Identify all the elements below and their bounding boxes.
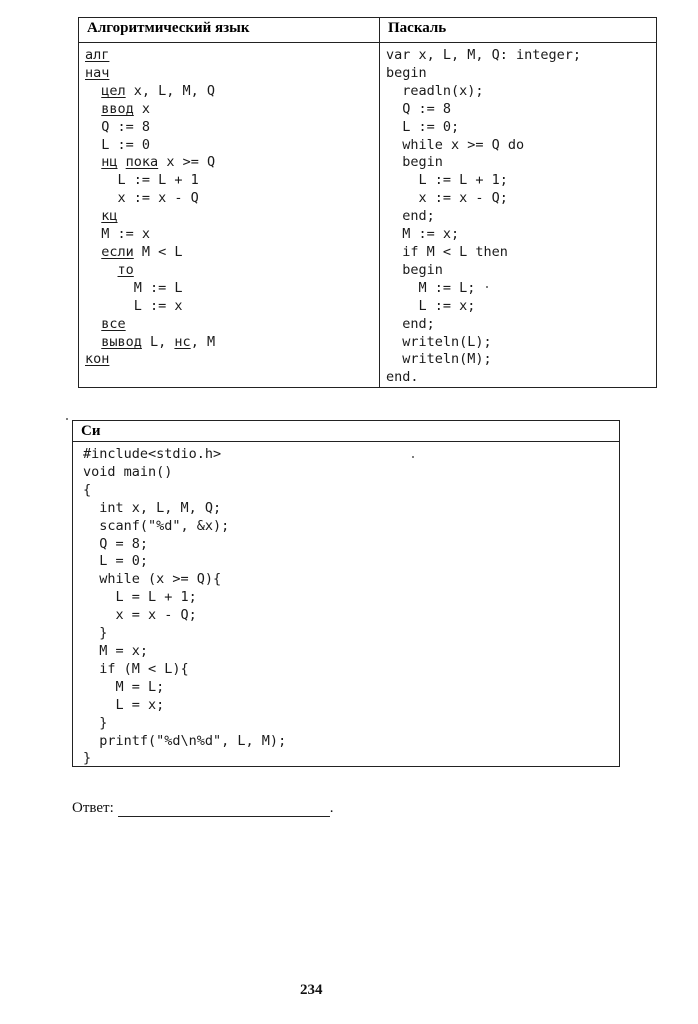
code-line: M = L;	[83, 678, 165, 695]
code-line: M := L;	[386, 279, 476, 296]
code-line: end;	[386, 315, 435, 332]
algorithmic-code	[85, 47, 373, 369]
code-line: int x, L, M, Q;	[83, 499, 222, 516]
code-line: end;	[386, 208, 435, 225]
code-line: var x, L, M, Q: integer;	[386, 47, 582, 63]
code-line: L = L + 1;	[83, 589, 197, 606]
page-number: 234	[300, 982, 323, 998]
answer-label: Ответ:	[72, 800, 114, 816]
kon-keyword: кон	[85, 351, 110, 368]
code-line: begin	[386, 64, 427, 81]
code-line: while (x >= Q){	[83, 571, 222, 588]
c-code	[83, 446, 619, 768]
header-algorithmic-language: Алгоритмический язык	[79, 18, 380, 43]
code-text: M := x	[101, 226, 151, 243]
code-line: }	[83, 714, 108, 731]
code-text: , M	[190, 333, 216, 350]
vvod-keyword: ввод	[101, 100, 134, 117]
code-line: L := x;	[386, 297, 476, 314]
poka-keyword: пока	[125, 154, 159, 171]
code-line: writeln(L);	[386, 333, 492, 350]
vse-keyword: все	[101, 315, 126, 332]
answer-section	[72, 800, 334, 817]
code-text: L := L + 1	[117, 172, 199, 189]
code-line: }	[83, 625, 108, 642]
code-text: M < L	[133, 243, 183, 260]
algorithmic-code-cell	[79, 43, 380, 388]
code-line: M = x;	[83, 642, 149, 659]
code-line: if M < L then	[386, 243, 508, 260]
code-line: {	[83, 481, 92, 498]
code-text: M := L	[133, 279, 183, 296]
pascal-code-cell	[380, 43, 657, 388]
esli-keyword: если	[101, 243, 134, 260]
to-keyword: то	[117, 261, 134, 278]
code-line: Q = 8;	[83, 535, 149, 552]
code-line: writeln(M);	[386, 351, 492, 368]
code-line: readln(x);	[386, 82, 484, 99]
code-line: L = 0;	[83, 553, 149, 570]
code-text: x >= Q	[158, 154, 216, 171]
code-line: M := x;	[386, 226, 460, 243]
nach-keyword: нач	[85, 64, 110, 81]
c-code-block	[72, 420, 620, 767]
code-line: L := L + 1;	[386, 172, 508, 189]
code-text: Q := 8	[101, 118, 151, 135]
code-line: begin	[386, 261, 443, 278]
code-text: x	[133, 100, 151, 117]
code-text: L := x	[133, 297, 183, 314]
code-text: x := x - Q	[117, 190, 199, 207]
code-text: x, L, M, Q	[125, 82, 216, 99]
code-text: L := 0	[101, 136, 151, 153]
code-line: x := x - Q;	[386, 190, 508, 207]
code-line: #include<stdio.h>	[83, 446, 222, 462]
scan-speck	[66, 418, 68, 420]
code-text: L,	[141, 333, 175, 350]
code-line: void main()	[83, 463, 173, 480]
code-line: end.	[386, 369, 419, 386]
code-line: Q := 8	[386, 100, 452, 117]
scan-speck	[412, 456, 414, 458]
code-line: if (M < L){	[83, 660, 189, 677]
header-c: Си	[73, 421, 619, 442]
alg-keyword: алг	[85, 47, 110, 63]
answer-end: .	[329, 800, 334, 816]
cel-keyword: цел	[101, 82, 126, 99]
code-line: }	[83, 750, 92, 767]
code-line: x = x - Q;	[83, 607, 197, 624]
scan-speck	[486, 286, 488, 288]
code-line: printf("%d\n%d", L, M);	[83, 732, 287, 749]
pascal-code	[386, 47, 650, 387]
code-line: scanf("%d", &x);	[83, 517, 230, 534]
header-pascal: Паскаль	[380, 18, 657, 43]
code-line: while x >= Q do	[386, 136, 525, 153]
code-comparison-table	[78, 17, 657, 388]
code-line: L = x;	[83, 696, 165, 713]
ns-keyword: нс	[174, 333, 191, 350]
code-line: begin	[386, 154, 443, 171]
nc-keyword: нц	[101, 154, 118, 171]
code-line: L := 0;	[386, 118, 460, 135]
kc-keyword: кц	[101, 208, 118, 225]
vyvod-keyword: вывод	[101, 333, 142, 350]
answer-blank[interactable]	[118, 800, 330, 817]
